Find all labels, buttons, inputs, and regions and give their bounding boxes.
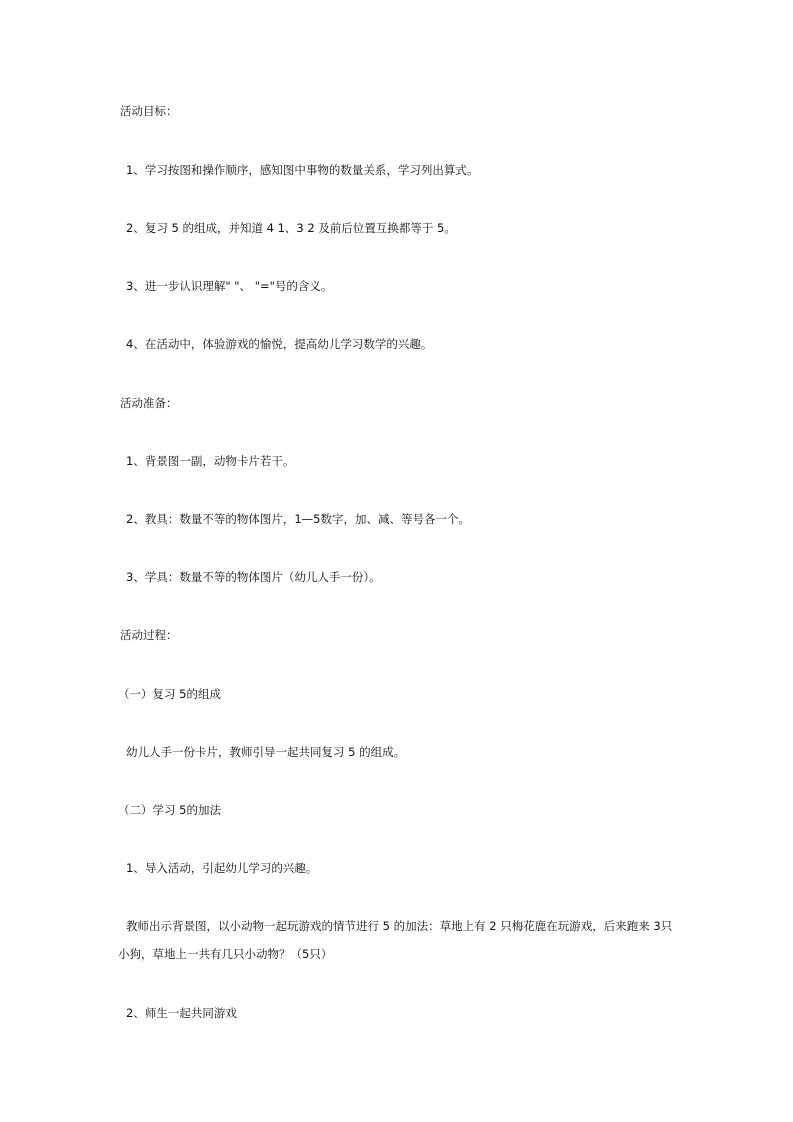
goals-heading: 活动目标： [120,104,178,118]
section1-title: （一）复习 5的组成 [118,687,221,701]
section2-title: （二）学习 5的加法 [118,803,221,817]
prep-item-2: 2、教具：数量不等的物体图片，1—5数字，加、减、等号各一个。 [126,512,470,526]
section1-text: 幼儿人手一份卡片，教师引导一起共同复习 5 的组成。 [126,745,406,759]
process-heading: 活动过程： [120,628,178,642]
prep-item-1: 1、背景图一副，动物卡片若干。 [126,454,295,468]
goal-item-4: 4、在活动中，体验游戏的愉悦，提高幼儿学习数学的兴趣。 [126,337,433,351]
goal-item-3: 3、进一步认识理解" "、 "="号的含义。 [126,279,333,293]
section2-item2: 2、师生一起共同游戏 [126,1006,237,1020]
section2-item1: 1、导入活动，引起幼儿学习的兴趣。 [126,861,318,875]
prep-heading: 活动准备： [120,396,178,410]
section2-item1-text: 教师出示背景图，以小动物一起玩游戏的情节进行 5 的加法：草地上有 2 只梅花鹿在玩游戏，后来跑来 3只小狗，草地上一共有几只小动物？（5只） [118,919,673,961]
prep-item-3: 3、学具：数量不等的物体图片（幼儿人手一份）。 [126,570,381,584]
goal-item-2: 2、复习 5 的组成，并知道 4 1、3 2 及前后位置互换都等于 5。 [126,221,456,235]
goal-item-1: 1、学习按图和操作顺序，感知图中事物的数量关系，学习列出算式。 [126,163,479,177]
